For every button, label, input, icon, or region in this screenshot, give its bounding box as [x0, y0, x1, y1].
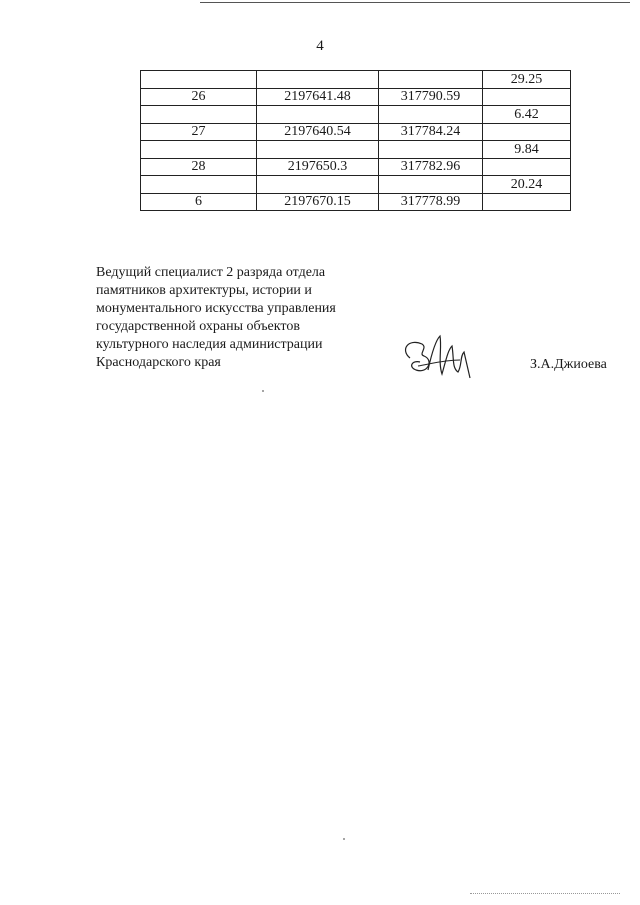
- scan-artifact: [470, 893, 620, 894]
- cell-y: [379, 71, 483, 89]
- cell-distance: 6.42: [483, 106, 571, 124]
- table-row: [141, 71, 571, 89]
- cell-point: 26: [141, 89, 257, 106]
- scan-speck: [343, 838, 345, 840]
- cell-x: 2197670.15: [257, 194, 379, 211]
- cell-point: [141, 106, 257, 124]
- cell-y: [379, 176, 483, 194]
- cell-x: [257, 71, 379, 89]
- position-line: Ведущий специалист 2 разряда отдела: [96, 265, 326, 280]
- cell-x: [257, 141, 379, 159]
- cell-point: [141, 176, 257, 194]
- cell-point: [141, 71, 257, 89]
- position-line: государственной охраны объектов: [96, 319, 300, 334]
- cell-distance: [483, 159, 571, 176]
- cell-point: 6: [141, 194, 257, 211]
- cell-distance: 9.84: [483, 141, 571, 159]
- cell-distance: 20.24: [483, 176, 571, 194]
- cell-point: [141, 141, 257, 159]
- cell-x: 2197650.3: [257, 159, 379, 176]
- signer-position: [96, 264, 386, 372]
- position-line: Краснодарского края: [96, 355, 221, 370]
- cell-distance: [483, 89, 571, 106]
- cell-distance: 29.25: [483, 71, 571, 89]
- table-row: [141, 194, 571, 211]
- cell-x: 2197640.54: [257, 124, 379, 141]
- page-number: 4: [316, 38, 324, 54]
- coordinates-table: [140, 70, 571, 211]
- cell-point: 27: [141, 124, 257, 141]
- table-row: [141, 159, 571, 176]
- cell-y: [379, 141, 483, 159]
- table-row: [141, 106, 571, 124]
- handwritten-signature: [398, 330, 478, 380]
- table-row: [141, 176, 571, 194]
- position-line: культурного наследия администрации: [96, 337, 323, 352]
- cell-y: 317778.99: [379, 194, 483, 211]
- cell-distance: [483, 194, 571, 211]
- cell-y: 317784.24: [379, 124, 483, 141]
- cell-x: 2197641.48: [257, 89, 379, 106]
- cell-y: [379, 106, 483, 124]
- cell-x: [257, 176, 379, 194]
- cell-point: 28: [141, 159, 257, 176]
- cell-y: 317790.59: [379, 89, 483, 106]
- table-row: [141, 89, 571, 106]
- cell-distance: [483, 124, 571, 141]
- table-row: [141, 141, 571, 159]
- table-row: [141, 124, 571, 141]
- signer-name: З.А.Джиоева: [530, 357, 607, 372]
- cell-y: 317782.96: [379, 159, 483, 176]
- position-line: монументального искусства управления: [96, 301, 336, 316]
- position-line: памятников архитектуры, истории и: [96, 283, 312, 298]
- top-rule: [200, 2, 630, 3]
- cell-x: [257, 106, 379, 124]
- scan-speck: [262, 390, 264, 392]
